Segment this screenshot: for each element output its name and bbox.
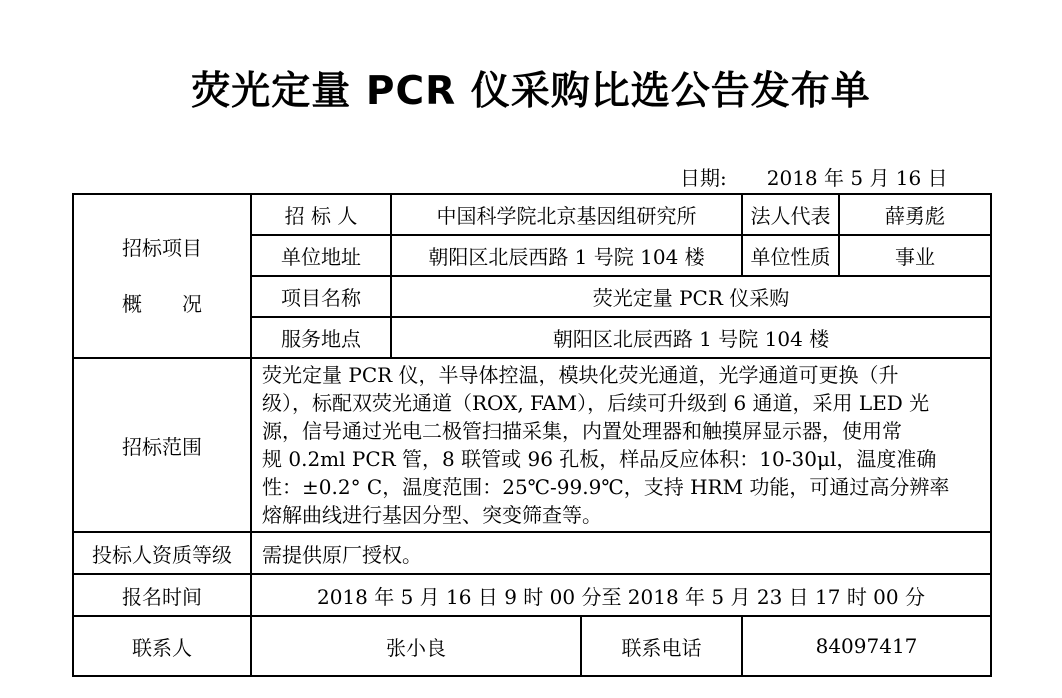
nature-label: 单位性质 [742,235,839,276]
scope-line: 源，信号通过光电二极管扫描采集，内置处理器和触摸屏显示器，使用常 [262,419,902,443]
legal-rep-label: 法人代表 [742,194,839,235]
date-line [680,162,948,191]
scope-line: 级），标配双荧光通道（ROX, FAM），后续可升级到 6 通道，采用 LED 光 [262,391,930,415]
scope-line: 规 0.2ml PCR 管，8 联管或 96 孔板，样品反应体积：10-30μl，温度准确 [262,447,937,471]
project-label: 项目名称 [251,276,391,317]
contact-label: 联系人 [73,616,251,676]
tenderer-value: 中国科学院北京基因组研究所 [391,194,742,235]
scope-text [251,358,991,532]
date-value: 2018 年 5 月 16 日 [766,166,948,190]
phone-label: 联系电话 [581,616,742,676]
phone-value: 84097417 [742,616,991,676]
announcement-table [72,193,992,677]
legal-rep-value: 薛勇彪 [839,194,991,235]
scope-label: 招标范围 [73,358,251,532]
qualification-label: 投标人资质等级 [73,532,251,574]
service-value: 朝阳区北辰西路 1 号院 104 楼 [391,317,991,358]
registration-value: 2018 年 5 月 16 日 9 时 00 分至 2018 年 5 月 23 日 17 时 00 分 [251,574,991,616]
address-label: 单位地址 [251,235,391,276]
service-label: 服务地点 [251,317,391,358]
scope-line: 性：±0.2° C，温度范围：25℃-99.9℃，支持 HRM 功能，可通过高分辨率 [262,475,950,499]
registration-label: 报名时间 [73,574,251,616]
address-value: 朝阳区北辰西路 1 号院 104 楼 [391,235,742,276]
qualification-value: 需提供原厂授权。 [251,532,991,574]
overview-label-2: 概 况 [122,292,202,316]
project-value: 荧光定量 PCR 仪采购 [391,276,991,317]
contact-name: 张小良 [251,616,581,676]
date-label: 日期: [680,166,727,190]
page-title: 荧光定量 PCR 仪采购比选公告发布单 [191,69,871,114]
tenderer-label: 招 标 人 [251,194,391,235]
nature-value: 事业 [839,235,991,276]
scope-line: 熔解曲线进行基因分型、突变筛查等。 [262,503,602,527]
scope-line: 荧光定量 PCR 仪，半导体控温，模块化荧光通道，光学通道可更换（升 [262,363,899,387]
overview-label-1: 招标项目 [122,236,202,260]
overview-section-label [73,194,251,358]
